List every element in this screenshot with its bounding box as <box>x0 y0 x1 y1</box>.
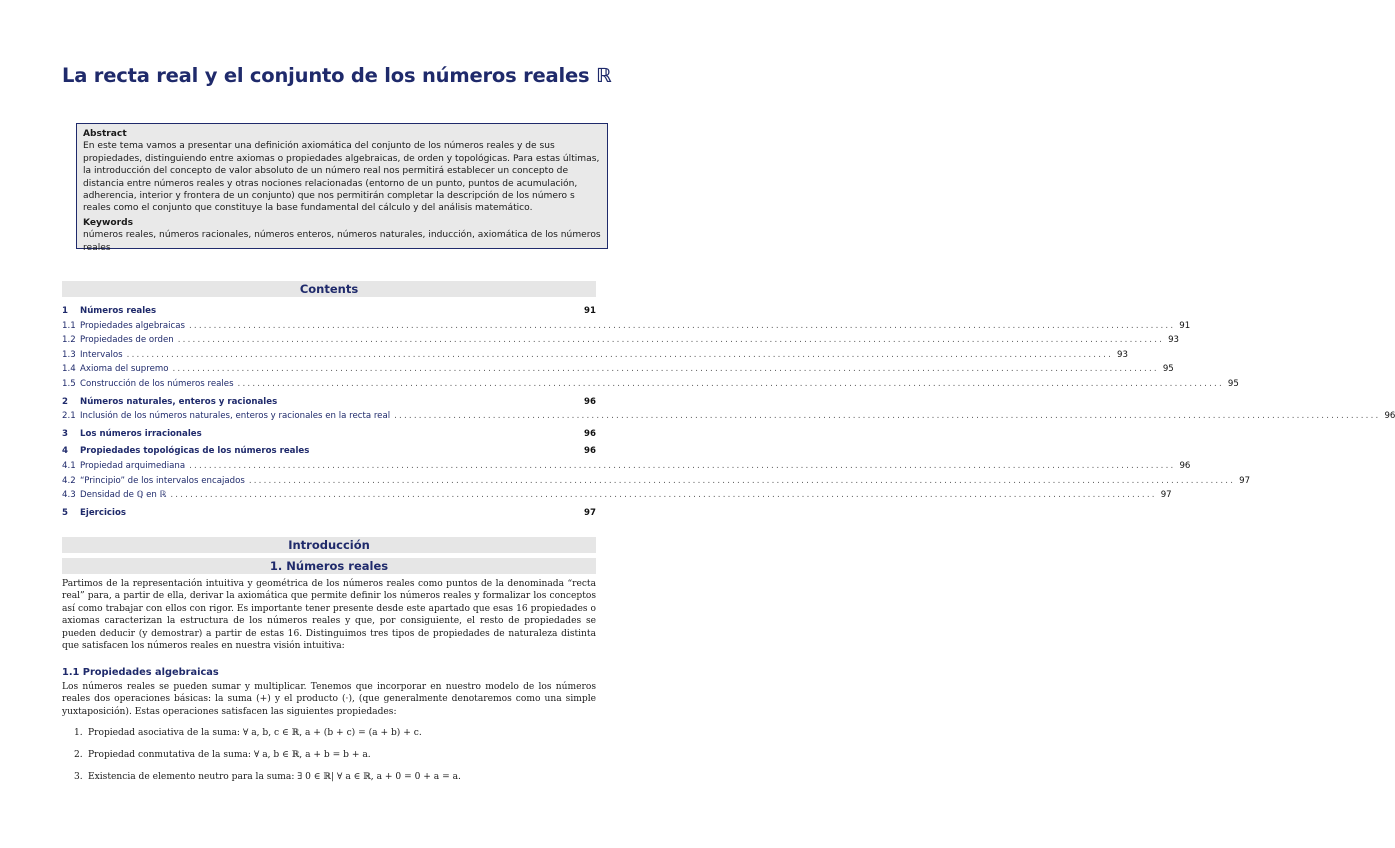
toc-entry[interactable] <box>62 319 1191 334</box>
toc-entry[interactable] <box>62 488 1172 503</box>
properties-list <box>62 726 596 792</box>
toc-entry-number: 1 <box>62 306 68 316</box>
toc-entry-page: 97 <box>1160 490 1172 501</box>
intro-paragraph: Partimos de la representación intuitiva y geométrica de los números reales como puntos de la denominada “recta real” para, a partir de ella, derivar la axiomática que permite definir los números reales y formalizar los conceptos así como trabajar con ellos con rigor. Es importante tener presente desde este apartado que esas 16 propiedades o axiomas caracterizan la estructura de los números reales y que, por consiguiente, el resto de propiedades se pueden deducir (y demostrar) a partir de estas 16. Distinguimos tres tipos de propiedades de naturaleza distinta que satisfacen los números reales en nuestra visión intuitiva: <box>62 579 596 652</box>
toc-entry[interactable] <box>62 304 596 319</box>
toc-entry-page: 95 <box>1227 378 1239 389</box>
toc-leader-dots: ........................................................................................................................................................................................................ <box>172 364 1159 375</box>
introduction-heading: Introducción <box>62 537 596 553</box>
toc-entry-label[interactable]: Propiedades de orden <box>80 335 174 346</box>
toc-entry-number: 1.2 <box>62 335 76 346</box>
toc-entry-page: 91 <box>584 306 596 316</box>
toc-entry-number: 4.3 <box>62 490 76 501</box>
toc-entry-label[interactable]: Axioma del supremo <box>80 364 169 375</box>
toc-leader-dots: ........................................................................................................................................................................................................ <box>189 460 1176 471</box>
subsection-paragraph: Los números reales se pueden sumar y multiplicar. Tenemos que incorporar en nuestro modelo de los números reales dos operaciones básicas: la suma (+) y el producto (·), (que generalmente denotaremos como una simple yuxtaposición). Estas operaciones satisfacen las siguientes propiedades: <box>62 682 596 717</box>
toc-entry-number: 4.2 <box>62 475 76 486</box>
toc-entry-number: 1.5 <box>62 378 76 389</box>
abstract-text: En este tema vamos a presentar una definición axiomática del conjunto de los números reales y de sus propiedades, distinguiendo entre axiomas o propiedades algebraicas, de orden y topológicas. Para estas últimas, la introducción del concepto de valor absoluto de un número real nos permitirá establecer un concepto de distancia entre números reales y otras nociones relacionadas (entorno de un punto, puntos de acumulación, adherencia, interior y frontera de un conjunto) que nos permitirán completar la descripción de los número s reales como el conjunto que constituye la base fundamental del cálculo y del análisis matemático. <box>83 141 600 214</box>
page-title: La recta real y el conjunto de los números reales ℝ <box>62 64 612 87</box>
abstract-heading: Abstract <box>83 129 127 139</box>
toc-entry[interactable] <box>62 362 1174 377</box>
toc-entry-label[interactable]: Construcción de los números reales <box>80 378 234 389</box>
list-item-text: Propiedad asociativa de la suma: ∀ a, b, c ∈ ℝ, a + (b + c) = (a + b) + c. <box>88 728 422 738</box>
toc-entry[interactable] <box>62 459 1191 474</box>
toc-entry-label[interactable]: Intervalos <box>80 349 123 360</box>
toc-entry-number: 3 <box>62 428 68 439</box>
list-item <box>62 770 596 792</box>
abstract-box <box>76 123 608 253</box>
toc-entry-page: 97 <box>584 507 596 518</box>
list-item-text: Propiedad conmutativa de la suma: ∀ a, b ∈ ℝ, a + b = b + a. <box>88 750 371 760</box>
list-item-number: 2. <box>74 750 83 760</box>
toc-entry-label[interactable]: Ejercicios <box>80 507 126 518</box>
toc-entry[interactable] <box>62 395 596 410</box>
toc-entry[interactable] <box>62 409 1395 424</box>
toc-entry-label[interactable]: Números naturales, enteros y racionales <box>80 396 278 407</box>
toc-entry-page: 93 <box>1168 335 1180 346</box>
toc-entry-page: 91 <box>1179 320 1191 331</box>
toc-entry[interactable] <box>62 444 596 459</box>
list-item-text: Existencia de elemento neutro para la suma: ∃ 0 ∈ ℝ| ∀ a ∈ ℝ, a + 0 = 0 + a = a. <box>88 772 461 782</box>
keywords-text: números reales, números racionales, números enteros, números naturales, inducción, axiomática de los números reales <box>83 230 601 253</box>
toc-entry[interactable] <box>62 427 596 442</box>
toc-entry-page: 95 <box>1162 364 1174 375</box>
list-item-number: 3. <box>74 772 83 782</box>
toc-entry-page: 96 <box>1384 411 1395 422</box>
toc-entry-number: 4 <box>62 446 68 457</box>
keywords-heading: Keywords <box>83 217 134 228</box>
toc-leader-dots: ........................................................................................................................................................................................................ <box>170 490 1157 501</box>
toc-leader-dots: ........................................................................................................................................................................................................ <box>248 475 1236 486</box>
toc-entry-page: 97 <box>1239 475 1251 486</box>
list-item <box>62 726 596 748</box>
toc-entry-label[interactable]: “Principio” de los intervalos encajados <box>80 475 245 486</box>
toc-entry-number: 2 <box>62 396 68 407</box>
toc-entry[interactable] <box>62 348 1128 363</box>
contents-heading: Contents <box>62 281 596 297</box>
toc-entry-page: 96 <box>584 428 596 439</box>
table-of-contents <box>62 304 1395 520</box>
toc-entry-number: 5 <box>62 507 68 518</box>
toc-leader-dots: ........................................................................................................................................................................................................ <box>394 411 1381 422</box>
toc-leader-dots: ........................................................................................................................................................................................................ <box>126 349 1113 360</box>
list-item-number: 1. <box>74 728 83 738</box>
toc-entry[interactable] <box>62 333 1180 348</box>
toc-entry[interactable] <box>62 474 1251 489</box>
toc-entry-number: 1.1 <box>62 320 76 331</box>
toc-entry-page: 96 <box>1179 460 1191 471</box>
toc-entry-number: 4.1 <box>62 460 76 471</box>
toc-entry-number: 2.1 <box>62 411 76 422</box>
toc-entry-label[interactable]: Propiedades topológicas de los números reales <box>80 446 310 457</box>
toc-entry-label[interactable]: Densidad de ℚ en ℝ <box>80 490 167 501</box>
section-heading-numeros-reales: 1. Números reales <box>62 558 596 574</box>
list-item <box>62 748 596 770</box>
toc-leader-dots: ........................................................................................................................................................................................................ <box>188 320 1176 331</box>
subsection-heading-propiedades-algebraicas: 1.1 Propiedades algebraicas <box>62 667 219 678</box>
toc-leader-dots: ........................................................................................................................................................................................................ <box>237 378 1224 389</box>
toc-entry-label[interactable]: Propiedad arquimediana <box>80 460 186 471</box>
toc-entry-page: 93 <box>1117 349 1128 360</box>
toc-entry-label[interactable]: Propiedades algebraicas <box>80 320 185 331</box>
toc-entry-label[interactable]: Inclusión de los números naturales, enteros y racionales en la recta real <box>80 411 391 422</box>
toc-entry-page: 96 <box>584 446 596 457</box>
toc-leader-dots: ........................................................................................................................................................................................................ <box>177 335 1165 346</box>
toc-entry[interactable] <box>62 506 596 521</box>
toc-entry-label[interactable]: Números reales <box>80 306 157 316</box>
toc-entry-number: 1.4 <box>62 364 76 375</box>
toc-entry[interactable] <box>62 377 1239 392</box>
toc-entry-number: 1.3 <box>62 349 76 360</box>
toc-entry-page: 96 <box>584 396 596 407</box>
toc-entry-label[interactable]: Los números irracionales <box>80 428 202 439</box>
